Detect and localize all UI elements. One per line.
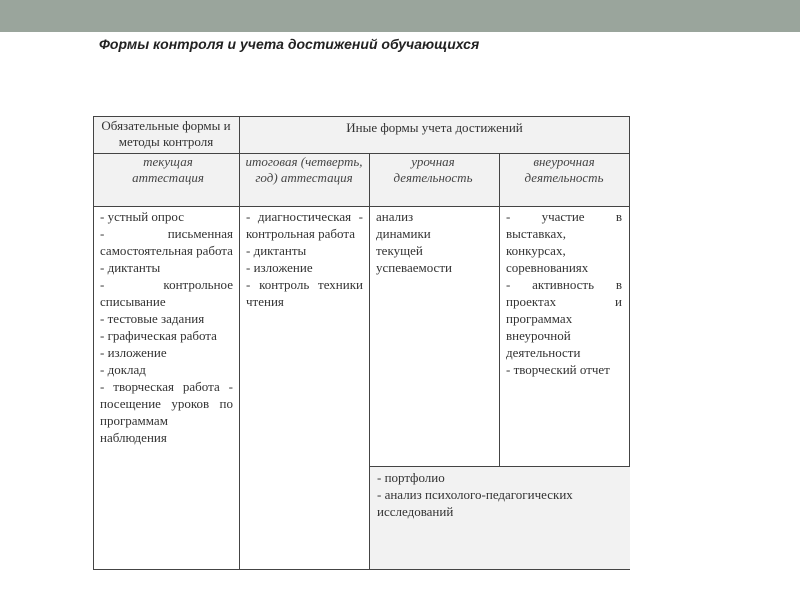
header-other-forms: Иные формы учета достижений bbox=[346, 120, 523, 135]
list-item: - участие в выставках, конкурсах, соревнованиях bbox=[506, 209, 622, 275]
subheader-lesson: урочная деятельность bbox=[393, 154, 473, 185]
grid-line bbox=[93, 206, 630, 207]
grid-line bbox=[93, 116, 630, 117]
list-item: - устный опрос bbox=[100, 209, 184, 224]
list-item: - письменная самостоятельная работа bbox=[100, 226, 233, 258]
list-item: - доклад bbox=[100, 362, 146, 377]
list-item: - диагностическая - контрольная работа bbox=[246, 209, 363, 241]
grid-line bbox=[239, 116, 240, 570]
col3-body bbox=[369, 206, 499, 467]
grid-line bbox=[93, 116, 94, 570]
grid-line bbox=[93, 153, 630, 154]
list-item: - диктанты bbox=[246, 243, 307, 258]
lesson-analysis-text: анализ динамики текущей успеваемости bbox=[376, 209, 452, 275]
page-title: Формы контроля и учета достижений обучающихся bbox=[99, 36, 480, 52]
grid-line bbox=[499, 153, 500, 467]
list-item: - контроль техники чтения bbox=[246, 277, 363, 309]
list-item: - изложение bbox=[246, 260, 313, 275]
list-item: - анализ психолого-педагогических исследований bbox=[377, 487, 573, 519]
top-bar bbox=[0, 0, 800, 32]
grid-line bbox=[93, 569, 630, 570]
list-item: - изложение bbox=[100, 345, 167, 360]
bottom-merged-body bbox=[369, 467, 630, 570]
list-item: - контрольное списывание bbox=[100, 277, 233, 309]
list-item: - творческая работа - посещение уроков по программам наблюдения bbox=[100, 379, 233, 445]
list-item: - графическая работа bbox=[100, 328, 217, 343]
list-item: - тестовые задания bbox=[100, 311, 205, 326]
grid-line bbox=[629, 116, 630, 467]
list-item: - творческий отчет bbox=[506, 362, 610, 377]
col2-body bbox=[239, 206, 369, 467]
list-item: - портфолио bbox=[377, 470, 445, 485]
subheader-final: итоговая (четверть, год) аттестация bbox=[245, 154, 363, 185]
subheader-extracurricular: внеурочная деятельность bbox=[524, 154, 604, 185]
achievement-table bbox=[93, 116, 630, 570]
col1-body bbox=[93, 206, 239, 570]
grid-line bbox=[369, 153, 370, 570]
header-mandatory-forms: Обязательные формы и методы контроля bbox=[101, 118, 231, 149]
col4-body bbox=[499, 206, 630, 467]
list-item: - активность в проектах и программах внеурочной деятельности bbox=[506, 277, 622, 360]
list-item: - диктанты bbox=[100, 260, 161, 275]
subheader-current: текущая аттестация bbox=[132, 154, 204, 185]
